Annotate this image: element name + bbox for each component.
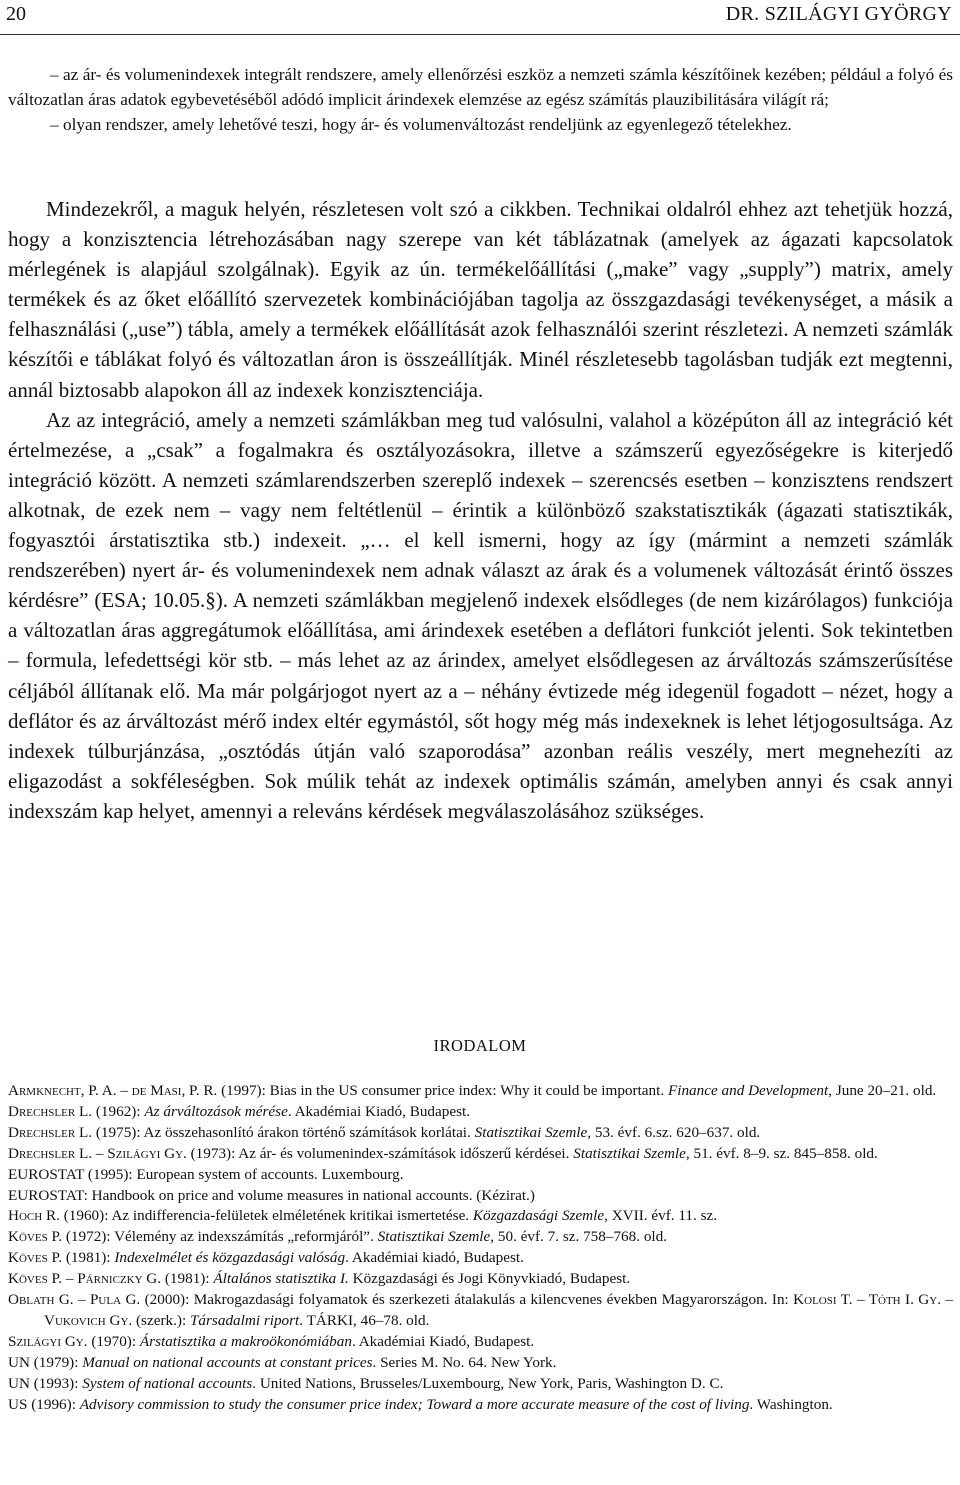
bullet-list	[8, 62, 953, 137]
bullet-item: – az ár- és volumenindexek integrált rendszere, amely ellenőrzési eszköz a nemzeti számla készítőinek kezében; például a folyó és változatlan áras adatok egybevetéséből adódó implicit árindexek elemzése az egész számítás plauzibilitására világít rá;	[8, 65, 953, 109]
paragraph: Mindezekről, a maguk helyén, részletesen volt szó a cikkben. Technikai oldalról ehhez azt tehetjük hozzá, hogy a konzisztencia létrehozásában nagy szerepe van két táblázatnak (amelyek az ágazati kapcsolatok mérlegének is alapjául szolgálnak). Egyik az ún. termékelőállítási („make” vagy „supply”) matrix, amely termékek és az őket előállító szervezetek kombinációjában tagolja az összgazdasági tevékenységet, a másik a felhasználási („use”) tábla, amely a termékek előállítását azok felhasználói szerint részletezi. A nemzeti számlák készítői e táblákat folyó és változatlan áron is összeállítják. Minél részletesebb tagolásban tudják ezt megtenni, annál biztosabb alapokon áll az indexek konzisztenciája.	[8, 197, 953, 402]
page-number: 20	[6, 3, 26, 25]
reference-item: Oblath G. – Pula G. (2000): Makrogazdasági folyamatok és szerkezeti átalakulás a kilencvenes években Magyarországon. In: Kolosi T. – Tóth I. Gy. – Vukovich Gy. (szerk.): Társadalmi riport. TÁRKI, 46–78. old.	[8, 1291, 953, 1329]
running-title: DR. SZILÁGYI GYÖRGY	[725, 3, 952, 25]
reference-item: Szilágyi Gy. (1970): Árstatisztika a makroökonómiában. Akadémiai Kiadó, Budapest.	[8, 1332, 535, 1350]
reference-item: Hoch R. (1960): Az indifferencia-felületek elméletének kritikai ismertetése. Közgazdasági Szemle, XVII. évf. 11. sz.	[8, 1207, 718, 1225]
reference-item: EUROSTAT: Handbook on price and volume measures in national accounts. (Kézirat.)	[8, 1186, 535, 1204]
reference-item: Köves P. (1972): Vélemény az indexszámítás „reformjáról”. Statisztikai Szemle, 50. évf. 7. sz. 758–768. old.	[8, 1228, 668, 1246]
reference-item: US (1996): Advisory commission to study the consumer price index; Toward a more accurate measure of the cost of living. Washington.	[8, 1395, 833, 1413]
reference-item: Köves P. (1981): Indexelmélet és közgazdasági valóság. Akadémiai kiadó, Budapest.	[8, 1249, 524, 1267]
reference-item: Drechsler L. (1975): Az összehasonlító árakon történő számítások korlátai. Statisztikai Szemle, 53. évf. 6.sz. 620–637. old.	[8, 1123, 761, 1141]
reference-item: Drechsler L. (1962): Az árváltozások mérése. Akadémiai Kiadó, Budapest.	[8, 1102, 471, 1120]
reference-item: UN (1993): System of national accounts. United Nations, Brusseles/Luxembourg, New York, Paris, Washington D. C.	[8, 1374, 724, 1392]
reference-item: UN (1979): Manual on national accounts at constant prices. Series M. No. 64. New York.	[8, 1353, 557, 1371]
reference-item: Drechsler L. – Szilágyi Gy. (1973): Az ár- és volumenindex-számítások időszerű kérdései. Statisztikai Szemle, 51. évf. 8–9. sz. 845–858. old.	[8, 1144, 878, 1162]
reference-item: Armknecht, P. A. – de Masi, P. R. (1997): Bias in the US consumer price index: Why it could be important. Finance and Development, June 20–21. old.	[8, 1082, 937, 1099]
page-header	[0, 0, 960, 35]
references-heading: IRODALOM	[433, 1036, 527, 1055]
body-text	[8, 194, 953, 826]
reference-list	[8, 1081, 953, 1416]
paragraph: Az az integráció, amely a nemzeti számlákban meg tud valósulni, valahol a középúton áll az integráció két értelmezése, a „csak” a fogalmakra és osztályozásokra, illetve a számszerű egyezőségekre is kiterjedő integráció között. A nemzeti számlarendszerben szereplő indexek – szerencsés esetben – konzisztens rendszert alkotnak, de ezek nem – vagy nem feltétlenül – érintik a különböző szakstatisztikák (ágazati statisztikák, fogyasztói árstatisztika stb.) indexeit. „… el kell ismerni, hogy az így (mármint a nemzeti számlák rendszerében) nyert ár- és volumenindexek nem adnak választ az árak és a volumenek változását érintő összes kérdésre” (ESA; 10.05.§). A nemzeti számlákban megjelenő indexek elsődleges (de nem kizárólagos) funkciója a változatlan áras aggregátumok előállítása, ami árindexek esetében a deflátori funkciót jelenti. Sok tekintetben – formula, lefedettségi kör stb. – más lehet az az árindex, amelyet elsődlegesen az árváltozás számszerűsítése céljából állítanak elő. Ma már polgárjogot nyert az a – néhány évtizede még idegenül fogadott – nézet, hogy a deflátor és az árváltozást mérő index eltér egymástól, sőt hogy még más indexeknek is lehet létjogosultsága. Az indexek túlburjánzása, „osztódás útján való szaporodása” azonban reális veszély, mert megnehezíti az eligazodást a sokféleségben. Sok múlik tehát az indexek optimális számán, amelyben annyi és csak annyi indexszám kap helyet, amennyi a releváns kérdések megválaszolásához szükséges.	[8, 407, 953, 823]
reference-item: EUROSTAT (1995): European system of accounts. Luxembourg.	[8, 1165, 404, 1183]
reference-item: Köves P. – Párniczky G. (1981): Általános statisztika I. Közgazdasági és Jogi Könyvkiadó, Budapest.	[8, 1270, 631, 1288]
bullet-item: – olyan rendszer, amely lehetővé teszi, hogy ár- és volumenváltozást rendeljünk az egyenlegező tételekhez.	[50, 115, 792, 134]
